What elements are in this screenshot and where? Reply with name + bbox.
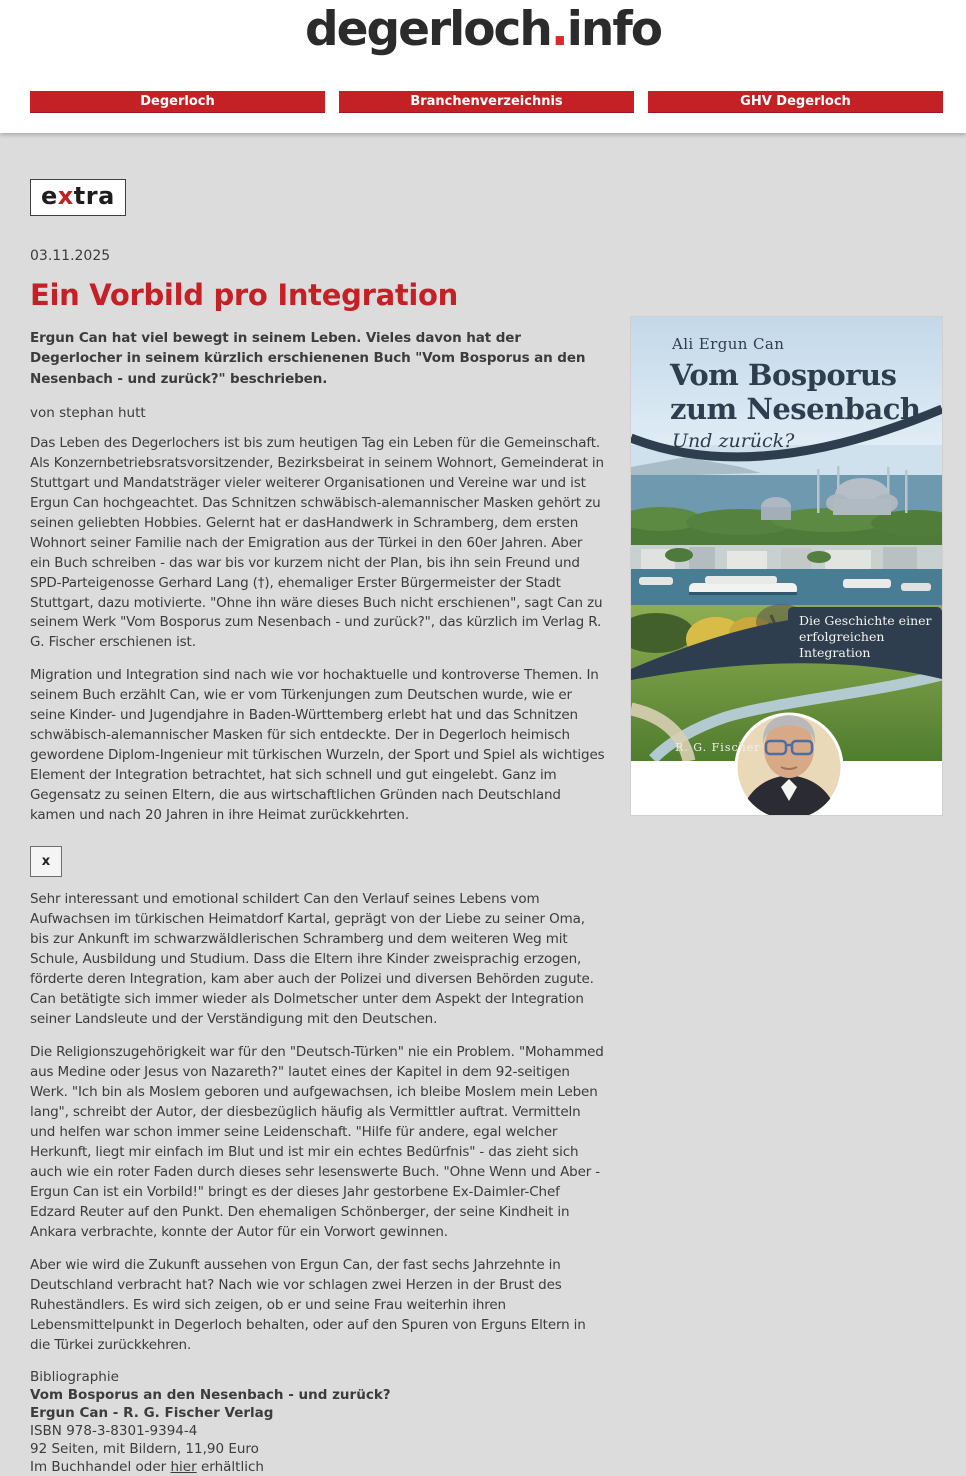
cover-author: Ali Ergun Can (672, 335, 785, 353)
cover-banner-line2: erfolgreichen Integration (799, 629, 885, 660)
nav-button-degerloch[interactable]: Degerloch (30, 91, 325, 113)
page-title: Ein Vorbild pro Integration (30, 278, 459, 312)
bibliography-book-title: Vom Bosporus an den Nesenbach - und zurück? (30, 1387, 391, 1404)
bibliography-heading: Bibliographie (30, 1369, 119, 1386)
extra-logo-x: x (57, 182, 74, 210)
main-nav (30, 91, 943, 113)
extra-logo-e: e (41, 182, 58, 210)
logo-text-2: info (566, 2, 662, 57)
article-paragraph: Aber wie wird die Zukunft aussehen von Ergun Can, der fast sechs Jahrzehnte in Deutschland verbracht hat? Nach wie vor schlagen zwei Herzen in der Brust des Ruheständlers. Es wird sich zeigen, ob er und seine Frau weiterhin ihren Lebensmittelpunkt in Degerloch behalten, oder auf den Spuren von Erguns Eltern in die Türkei zurückkehren. (30, 1256, 586, 1353)
bibliography-availability (30, 1459, 606, 1476)
article-paragraph: Das Leben des Degerlochers ist bis zum heutigen Tag ein Leben für die Gemeinschaft. Als Konzernbetriebsratsvorsitzender, Bezirksbeirat in seinem Wohnort, Gemeinderat in Stuttgart und Mandatsträger vieler weiterer Organisationen und Vereine war und ist Ergun Can hochgeachtet. Das Schnitzen schwäbisch-alemannischer Masken gehört zu seinen geliebten Hobbies. Gelernt hat er dasHandwerk in Schramberg, dem ersten Wohnort seiner Familie nach der Emigration aus der Türkei in den 60er Jahren. Aber ein Buch schreiben - das war bis vor kurzem nicht der Plan, bis ihn sein Freund und SPD-Parteigenosse Gerhard Lang (†), ehemaliger Erster Bürgermeister der Stadt Stuttgart, dazu motivierte. "Ohne ihn wäre dieses Buch nicht erschienen", sagt Can zu seinem Werk "Vom Bosporus zum Nesenbach - und zurück?", das kürzlich im Verlag R. G. Fischer erschienen ist. (30, 434, 604, 651)
article-paragraph: Sehr interessant und emotional schildert Can den Verlauf seines Lebens vom Aufwachsen im türkischen Heimatdorf Kartal, geprägt von der Liebe zu seiner Oma, bis zur Ankunft im schwarzwäldlerischen Schramberg und dem weiteren Weg mit Schule, Ausbildung und Studium. Dass die Eltern ihre Kinder zweisprachig erzogen, förderte deren Integration, kam aber auch der Polizei und diversen Behörden zugute. Can betätigte sich immer wieder als Dolmetscher unter dem Aspekt der Integration seiner Landsleute und der Verständigung mit den Deutschen. (30, 891, 594, 1027)
hier-link[interactable]: hier (170, 1458, 197, 1475)
logo-dot: . (550, 2, 567, 57)
bibliography (30, 1369, 606, 1476)
book-cover-image (631, 317, 942, 815)
cover-title-line1: Vom Bosporus (670, 358, 897, 392)
bibliography-author-publisher: Ergun Can - R. G. Fischer Verlag (30, 1405, 274, 1422)
cover-publisher: R. G. Fischer (675, 741, 761, 754)
cover-banner (799, 613, 937, 661)
extra-logo (30, 179, 126, 216)
article-paragraph: Die Religionszugehörigkeit war für den "Deutsch-Türken" nie ein Problem. "Mohammed aus Medine oder Jesus von Nazareth?" lautet eines der Kapitel in dem 92-seitigen Werk. "Ich bin als Moslem geboren und aufgewachsen, ich bleibe Moslem mein Leben lang", schreibt der Autor, der diesbezüglich häufig als Vermittler auftrat. Vermitteln und helfen war schon immer seine Leidenschaft. "Hilfe für andere, egal welcher Herkunft, liegt mir einfach im Blut und ist mir ein echtes Bedürfnis" - das zieht sich auch wie ein roter Faden durch dieses sehr lesenswerte Buch. "Ohne Wenn und Aber - Ergun Can ist ein Vorbild!" bringt es der dieses Jahr gestorbene Ex-Daimler-Chef Edzard Reuter auf den Punkt. Den ehemaligen Schönberger, der seine Kindheit in Ankara verbrachte, konnte der Autor für ein Vorwort gewinnen. (30, 1043, 604, 1240)
broken-image-placeholder (30, 846, 62, 877)
article (30, 133, 606, 1476)
bibliography-details: 92 Seiten, mit Bildern, 11,90 Euro (30, 1440, 259, 1457)
article-intro: Ergun Can hat viel bewegt in seinem Leben. Vieles davon hat der Degerlocher in seinem kürzlich erschienenen Buch "Vom Bosporus an den Nesenbach - und zurück?" beschrieben. (30, 330, 586, 387)
cover-banner-line1: Die Geschichte einer (799, 613, 932, 628)
broken-image-x-icon: x (41, 854, 51, 870)
bibliography-isbn: ISBN 978-3-8301-9394-4 (30, 1422, 198, 1439)
site-header (0, 0, 966, 133)
availability-suffix: erhältlich (196, 1458, 264, 1475)
logo-text-1: degerloch (304, 2, 551, 57)
site-logo (0, 2, 966, 57)
cover-subtitle: Und zurück? (672, 430, 795, 452)
nav-button-ghv-degerloch[interactable]: GHV Degerloch (648, 91, 943, 113)
extra-logo-tra: tra (73, 182, 115, 210)
article-paragraph: Migration und Integration sind nach wie vor hochaktuelle und kontroverse Themen. In seinem Buch erzählt Can, wie er vom Türkenjungen zum Deutschen wurde, wie er seine Kinder- und Jugendjahre in Baden-Württemberg erlebt hat und das Schnitzen schwäbisch-alemannischer Masken für sich entdeckte. Der in Degerloch heimisch gewordene Diplom-Ingenieur mit türkischen Wurzeln, der Sport und Spiel als wichtiges Element der Integration betrachtet, hat sich schnell und gut eingelebt. Ganz im Gegensatz zu seinen Eltern, die aus wirtschaftlichen Gründen nach Deutschland kamen und nach 20 Jahren in ihre Heimat zurückkehrten. (30, 667, 605, 824)
article-byline: von stephan hutt (30, 404, 146, 421)
article-date: 03.11.2025 (30, 248, 111, 264)
availability-prefix: Im Buchhandel oder (30, 1458, 171, 1475)
cover-title-line2: zum Nesenbach (670, 392, 921, 426)
nav-button-branchenverzeichnis[interactable]: Branchenverzeichnis (339, 91, 634, 113)
